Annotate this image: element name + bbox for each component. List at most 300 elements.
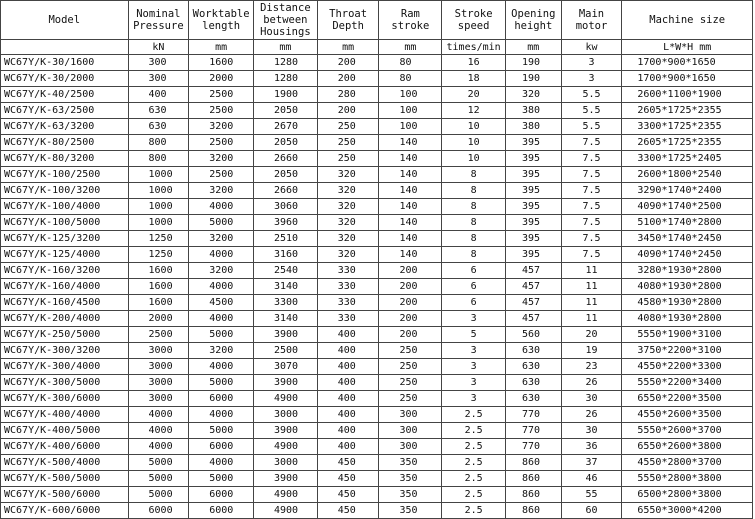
cell-model: WC67Y/K-100/3200	[1, 183, 129, 199]
cell-worktable: 5000	[189, 471, 254, 487]
cell-throat: 320	[317, 247, 379, 263]
cell-motor: 46	[561, 471, 622, 487]
cell-motor: 3	[561, 55, 622, 71]
units-row	[1, 40, 753, 55]
cell-throat: 330	[317, 311, 379, 327]
cell-ram: 140	[379, 247, 442, 263]
cell-throat: 200	[317, 55, 379, 71]
cell-size: 2605*1725*2355	[622, 135, 753, 151]
cell-model: WC67Y/K-400/4000	[1, 407, 129, 423]
cell-throat: 200	[317, 103, 379, 119]
cell-ram: 200	[379, 327, 442, 343]
cell-pressure: 4000	[128, 439, 189, 455]
cell-worktable: 2500	[189, 103, 254, 119]
cell-motor: 7.5	[561, 183, 622, 199]
cell-distance: 3900	[254, 471, 318, 487]
cell-opening: 860	[505, 487, 561, 503]
cell-motor: 5.5	[561, 119, 622, 135]
table-row	[1, 119, 753, 135]
cell-model: WC67Y/K-400/5000	[1, 423, 129, 439]
header-distance: Distance between Housings	[254, 1, 318, 40]
unit-size: L*W*H mm	[622, 40, 753, 55]
cell-size: 4080*1930*2800	[622, 311, 753, 327]
table-row	[1, 407, 753, 423]
cell-motor: 7.5	[561, 247, 622, 263]
cell-model: WC67Y/K-40/2500	[1, 87, 129, 103]
cell-model: WC67Y/K-30/1600	[1, 55, 129, 71]
cell-size: 4550*2200*3300	[622, 359, 753, 375]
cell-pressure: 2500	[128, 327, 189, 343]
cell-model: WC67Y/K-80/2500	[1, 135, 129, 151]
cell-pressure: 630	[128, 103, 189, 119]
header-ram: Ram stroke	[379, 1, 442, 40]
cell-ram: 140	[379, 135, 442, 151]
cell-opening: 457	[505, 295, 561, 311]
cell-pressure: 5000	[128, 471, 189, 487]
cell-motor: 7.5	[561, 135, 622, 151]
cell-worktable: 4000	[189, 455, 254, 471]
cell-speed: 8	[442, 247, 506, 263]
cell-throat: 450	[317, 503, 379, 519]
cell-model: WC67Y/K-500/4000	[1, 455, 129, 471]
cell-worktable: 3200	[189, 231, 254, 247]
table-row	[1, 487, 753, 503]
cell-speed: 20	[442, 87, 506, 103]
cell-opening: 395	[505, 135, 561, 151]
cell-model: WC67Y/K-30/2000	[1, 71, 129, 87]
table-row	[1, 423, 753, 439]
cell-worktable: 4000	[189, 407, 254, 423]
cell-ram: 80	[379, 55, 442, 71]
cell-size: 3750*2200*3100	[622, 343, 753, 359]
cell-opening: 560	[505, 327, 561, 343]
cell-motor: 26	[561, 375, 622, 391]
cell-throat: 450	[317, 471, 379, 487]
cell-distance: 1280	[254, 71, 318, 87]
cell-opening: 630	[505, 375, 561, 391]
cell-worktable: 4000	[189, 199, 254, 215]
cell-speed: 8	[442, 215, 506, 231]
cell-speed: 16	[442, 55, 506, 71]
cell-speed: 2.5	[442, 503, 506, 519]
cell-throat: 330	[317, 279, 379, 295]
cell-throat: 450	[317, 487, 379, 503]
cell-opening: 457	[505, 279, 561, 295]
cell-worktable: 2500	[189, 87, 254, 103]
unit-pressure: kN	[128, 40, 189, 55]
cell-motor: 30	[561, 391, 622, 407]
cell-size: 4090*1740*2500	[622, 199, 753, 215]
cell-distance: 2050	[254, 103, 318, 119]
cell-pressure: 1600	[128, 279, 189, 295]
cell-model: WC67Y/K-125/4000	[1, 247, 129, 263]
cell-ram: 140	[379, 167, 442, 183]
cell-size: 2605*1725*2355	[622, 103, 753, 119]
cell-opening: 395	[505, 167, 561, 183]
cell-speed: 10	[442, 119, 506, 135]
cell-ram: 100	[379, 87, 442, 103]
unit-motor: kw	[561, 40, 622, 55]
cell-opening: 457	[505, 263, 561, 279]
cell-worktable: 5000	[189, 327, 254, 343]
cell-worktable: 6000	[189, 503, 254, 519]
cell-ram: 140	[379, 199, 442, 215]
header-motor: Main motor	[561, 1, 622, 40]
cell-speed: 3	[442, 359, 506, 375]
cell-ram: 350	[379, 487, 442, 503]
cell-worktable: 3200	[189, 263, 254, 279]
cell-speed: 2.5	[442, 471, 506, 487]
cell-distance: 3140	[254, 279, 318, 295]
header-row	[1, 1, 753, 40]
cell-opening: 395	[505, 215, 561, 231]
cell-size: 3300*1725*2405	[622, 151, 753, 167]
cell-model: WC67Y/K-400/6000	[1, 439, 129, 455]
unit-worktable: mm	[189, 40, 254, 55]
cell-speed: 8	[442, 231, 506, 247]
cell-size: 3300*1725*2355	[622, 119, 753, 135]
cell-ram: 250	[379, 359, 442, 375]
cell-distance: 2660	[254, 183, 318, 199]
cell-size: 4080*1930*2800	[622, 279, 753, 295]
cell-ram: 200	[379, 279, 442, 295]
table-row	[1, 503, 753, 519]
cell-throat: 320	[317, 199, 379, 215]
cell-opening: 630	[505, 359, 561, 375]
cell-speed: 3	[442, 343, 506, 359]
cell-distance: 2660	[254, 151, 318, 167]
cell-model: WC67Y/K-160/4500	[1, 295, 129, 311]
cell-motor: 7.5	[561, 231, 622, 247]
cell-distance: 3060	[254, 199, 318, 215]
cell-distance: 4900	[254, 503, 318, 519]
cell-ram: 200	[379, 295, 442, 311]
cell-distance: 2500	[254, 343, 318, 359]
cell-speed: 6	[442, 279, 506, 295]
table-row	[1, 151, 753, 167]
cell-distance: 2050	[254, 167, 318, 183]
cell-distance: 3140	[254, 311, 318, 327]
header-throat: Throat Depth	[317, 1, 379, 40]
cell-model: WC67Y/K-500/5000	[1, 471, 129, 487]
unit-model	[1, 40, 129, 55]
cell-ram: 140	[379, 215, 442, 231]
cell-opening: 395	[505, 151, 561, 167]
cell-speed: 2.5	[442, 423, 506, 439]
cell-pressure: 1000	[128, 215, 189, 231]
cell-size: 4550*2600*3500	[622, 407, 753, 423]
table-row	[1, 167, 753, 183]
cell-speed: 3	[442, 391, 506, 407]
table-row	[1, 71, 753, 87]
cell-worktable: 1600	[189, 55, 254, 71]
cell-speed: 3	[442, 375, 506, 391]
cell-ram: 100	[379, 119, 442, 135]
cell-speed: 2.5	[442, 439, 506, 455]
cell-worktable: 5000	[189, 215, 254, 231]
cell-throat: 250	[317, 151, 379, 167]
cell-worktable: 6000	[189, 391, 254, 407]
cell-opening: 380	[505, 119, 561, 135]
cell-distance: 2540	[254, 263, 318, 279]
cell-worktable: 3200	[189, 151, 254, 167]
table-row	[1, 279, 753, 295]
cell-size: 3450*1740*2450	[622, 231, 753, 247]
cell-motor: 23	[561, 359, 622, 375]
cell-throat: 280	[317, 87, 379, 103]
cell-motor: 7.5	[561, 167, 622, 183]
cell-throat: 400	[317, 375, 379, 391]
cell-throat: 400	[317, 343, 379, 359]
cell-worktable: 4000	[189, 247, 254, 263]
cell-speed: 3	[442, 311, 506, 327]
cell-model: WC67Y/K-160/3200	[1, 263, 129, 279]
cell-worktable: 3200	[189, 119, 254, 135]
cell-model: WC67Y/K-80/3200	[1, 151, 129, 167]
cell-pressure: 3000	[128, 359, 189, 375]
cell-ram: 300	[379, 407, 442, 423]
cell-motor: 37	[561, 455, 622, 471]
cell-pressure: 3000	[128, 343, 189, 359]
cell-model: WC67Y/K-250/5000	[1, 327, 129, 343]
cell-distance: 3900	[254, 375, 318, 391]
unit-throat: mm	[317, 40, 379, 55]
cell-opening: 860	[505, 503, 561, 519]
header-worktable: Worktable length	[189, 1, 254, 40]
cell-opening: 860	[505, 455, 561, 471]
cell-pressure: 1000	[128, 199, 189, 215]
cell-size: 6500*2800*3800	[622, 487, 753, 503]
cell-pressure: 300	[128, 71, 189, 87]
cell-pressure: 300	[128, 55, 189, 71]
cell-motor: 19	[561, 343, 622, 359]
cell-throat: 450	[317, 455, 379, 471]
cell-opening: 395	[505, 199, 561, 215]
cell-speed: 2.5	[442, 407, 506, 423]
cell-ram: 250	[379, 375, 442, 391]
cell-pressure: 1250	[128, 247, 189, 263]
cell-distance: 4900	[254, 391, 318, 407]
cell-throat: 400	[317, 439, 379, 455]
cell-model: WC67Y/K-63/2500	[1, 103, 129, 119]
cell-worktable: 5000	[189, 423, 254, 439]
cell-worktable: 4000	[189, 311, 254, 327]
table-row	[1, 135, 753, 151]
cell-throat: 250	[317, 135, 379, 151]
table-row	[1, 263, 753, 279]
unit-opening: mm	[505, 40, 561, 55]
cell-size: 2600*1100*1900	[622, 87, 753, 103]
cell-ram: 80	[379, 71, 442, 87]
cell-size: 5550*2800*3800	[622, 471, 753, 487]
cell-ram: 200	[379, 311, 442, 327]
cell-speed: 2.5	[442, 455, 506, 471]
cell-opening: 320	[505, 87, 561, 103]
cell-motor: 7.5	[561, 215, 622, 231]
cell-size: 1700*900*1650	[622, 71, 753, 87]
cell-ram: 250	[379, 343, 442, 359]
cell-worktable: 2500	[189, 167, 254, 183]
cell-size: 5100*1740*2800	[622, 215, 753, 231]
cell-size: 6550*2600*3800	[622, 439, 753, 455]
table-row	[1, 375, 753, 391]
cell-throat: 330	[317, 263, 379, 279]
cell-pressure: 800	[128, 135, 189, 151]
cell-ram: 250	[379, 391, 442, 407]
cell-model: WC67Y/K-125/3200	[1, 231, 129, 247]
cell-opening: 395	[505, 247, 561, 263]
cell-model: WC67Y/K-300/4000	[1, 359, 129, 375]
cell-throat: 330	[317, 295, 379, 311]
cell-ram: 300	[379, 423, 442, 439]
cell-pressure: 1250	[128, 231, 189, 247]
cell-pressure: 1600	[128, 263, 189, 279]
cell-ram: 350	[379, 503, 442, 519]
cell-opening: 770	[505, 407, 561, 423]
cell-motor: 11	[561, 279, 622, 295]
table-row	[1, 199, 753, 215]
cell-pressure: 3000	[128, 391, 189, 407]
cell-size: 6550*3000*4200	[622, 503, 753, 519]
cell-speed: 8	[442, 199, 506, 215]
cell-distance: 2050	[254, 135, 318, 151]
cell-ram: 200	[379, 263, 442, 279]
cell-opening: 457	[505, 311, 561, 327]
cell-throat: 400	[317, 359, 379, 375]
cell-pressure: 630	[128, 119, 189, 135]
cell-opening: 860	[505, 471, 561, 487]
cell-ram: 140	[379, 151, 442, 167]
cell-model: WC67Y/K-300/5000	[1, 375, 129, 391]
cell-distance: 3900	[254, 423, 318, 439]
cell-size: 4580*1930*2800	[622, 295, 753, 311]
cell-speed: 10	[442, 151, 506, 167]
cell-model: WC67Y/K-100/2500	[1, 167, 129, 183]
table-row	[1, 295, 753, 311]
cell-pressure: 1600	[128, 295, 189, 311]
cell-pressure: 4000	[128, 423, 189, 439]
cell-distance: 3000	[254, 407, 318, 423]
table-row	[1, 311, 753, 327]
cell-throat: 400	[317, 407, 379, 423]
cell-distance: 1280	[254, 55, 318, 71]
cell-model: WC67Y/K-300/6000	[1, 391, 129, 407]
cell-motor: 20	[561, 327, 622, 343]
cell-model: WC67Y/K-200/4000	[1, 311, 129, 327]
cell-model: WC67Y/K-100/5000	[1, 215, 129, 231]
cell-pressure: 5000	[128, 487, 189, 503]
cell-ram: 140	[379, 183, 442, 199]
cell-opening: 395	[505, 183, 561, 199]
cell-opening: 770	[505, 423, 561, 439]
cell-worktable: 6000	[189, 439, 254, 455]
table-row	[1, 247, 753, 263]
cell-model: WC67Y/K-160/4000	[1, 279, 129, 295]
cell-speed: 8	[442, 167, 506, 183]
cell-motor: 55	[561, 487, 622, 503]
cell-size: 3290*1740*2400	[622, 183, 753, 199]
cell-opening: 190	[505, 71, 561, 87]
cell-size: 3280*1930*2800	[622, 263, 753, 279]
cell-opening: 380	[505, 103, 561, 119]
table-row	[1, 327, 753, 343]
cell-size: 5550*2600*3700	[622, 423, 753, 439]
cell-size: 6550*2200*3500	[622, 391, 753, 407]
cell-ram: 140	[379, 231, 442, 247]
cell-motor: 7.5	[561, 151, 622, 167]
table-row	[1, 87, 753, 103]
cell-distance: 4900	[254, 439, 318, 455]
cell-speed: 18	[442, 71, 506, 87]
cell-pressure: 4000	[128, 407, 189, 423]
cell-ram: 350	[379, 471, 442, 487]
table-body	[1, 55, 753, 519]
cell-speed: 6	[442, 263, 506, 279]
cell-speed: 2.5	[442, 487, 506, 503]
table-row	[1, 359, 753, 375]
cell-pressure: 800	[128, 151, 189, 167]
cell-distance: 1900	[254, 87, 318, 103]
cell-size: 2600*1800*2540	[622, 167, 753, 183]
cell-distance: 3000	[254, 455, 318, 471]
cell-throat: 400	[317, 423, 379, 439]
cell-ram: 350	[379, 455, 442, 471]
cell-speed: 6	[442, 295, 506, 311]
cell-model: WC67Y/K-100/4000	[1, 199, 129, 215]
table-row	[1, 231, 753, 247]
cell-speed: 12	[442, 103, 506, 119]
cell-motor: 5.5	[561, 103, 622, 119]
table-row	[1, 343, 753, 359]
table-row	[1, 55, 753, 71]
cell-motor: 26	[561, 407, 622, 423]
cell-motor: 30	[561, 423, 622, 439]
cell-motor: 36	[561, 439, 622, 455]
cell-worktable: 4000	[189, 279, 254, 295]
cell-distance: 3300	[254, 295, 318, 311]
cell-model: WC67Y/K-600/6000	[1, 503, 129, 519]
header-speed: Stroke speed	[442, 1, 506, 40]
cell-worktable: 5000	[189, 375, 254, 391]
cell-speed: 8	[442, 183, 506, 199]
cell-motor: 11	[561, 311, 622, 327]
cell-worktable: 2000	[189, 71, 254, 87]
cell-throat: 320	[317, 167, 379, 183]
cell-throat: 250	[317, 119, 379, 135]
cell-worktable: 3200	[189, 183, 254, 199]
cell-throat: 320	[317, 183, 379, 199]
cell-speed: 5	[442, 327, 506, 343]
cell-opening: 630	[505, 391, 561, 407]
cell-model: WC67Y/K-500/6000	[1, 487, 129, 503]
cell-throat: 320	[317, 231, 379, 247]
cell-model: WC67Y/K-300/3200	[1, 343, 129, 359]
cell-worktable: 6000	[189, 487, 254, 503]
cell-pressure: 3000	[128, 375, 189, 391]
cell-worktable: 4000	[189, 359, 254, 375]
cell-opening: 395	[505, 231, 561, 247]
cell-motor: 5.5	[561, 87, 622, 103]
cell-pressure: 2000	[128, 311, 189, 327]
cell-ram: 300	[379, 439, 442, 455]
cell-opening: 770	[505, 439, 561, 455]
cell-size: 1700*900*1650	[622, 55, 753, 71]
cell-pressure: 1000	[128, 167, 189, 183]
cell-motor: 60	[561, 503, 622, 519]
cell-throat: 200	[317, 71, 379, 87]
table-row	[1, 103, 753, 119]
cell-worktable: 4500	[189, 295, 254, 311]
